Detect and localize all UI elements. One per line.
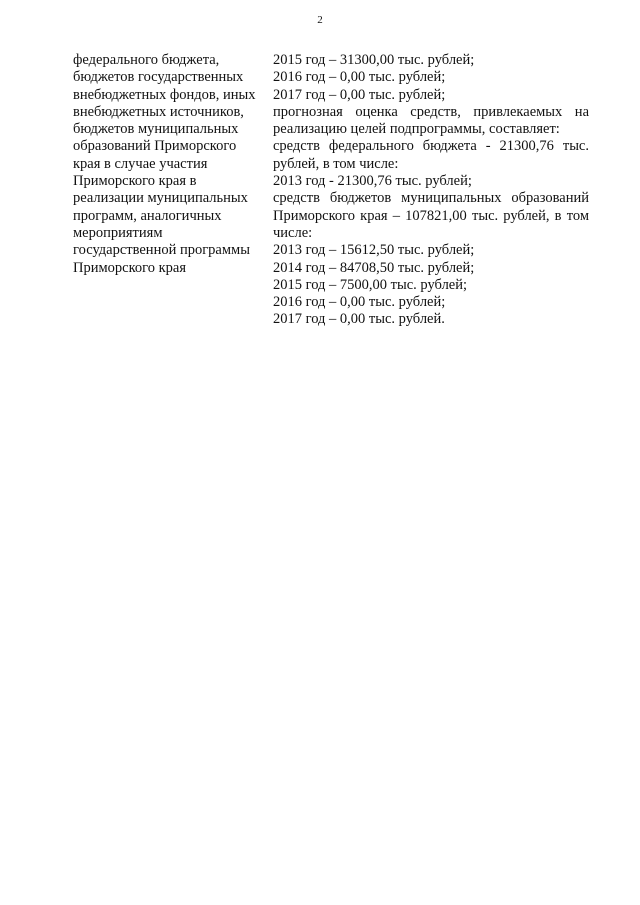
left-line: государственной программы — [73, 242, 250, 259]
right-column-funding-amounts — [273, 52, 589, 329]
left-line: бюджетов муниципальных — [73, 121, 239, 138]
year-2016-amount: 2016 год – 0,00 тыс. рублей; — [273, 69, 446, 86]
left-line: внебюджетных фондов, иных — [73, 86, 256, 103]
year-2015-amount: 2015 год – 31300,00 тыс. рублей; — [273, 52, 475, 68]
left-line: программ, аналогичных — [73, 207, 222, 224]
year-2017-amount: 2017 год – 0,00 тыс. рублей; — [273, 86, 446, 103]
left-line: края в случае участия — [73, 155, 208, 172]
year-2015-municipal-amount: 2015 год – 7500,00 тыс. рублей; — [273, 276, 468, 293]
left-line: реализации муниципальных — [73, 190, 248, 207]
year-2016-municipal-amount: 2016 год – 0,00 тыс. рублей; — [273, 294, 446, 311]
left-line: Приморского края — [73, 259, 187, 276]
left-line: Приморского края в — [73, 173, 197, 190]
federal-budget-paragraph: средств федерального бюджета - 21300,76 тыс. рублей, в том числе: — [273, 138, 589, 172]
year-2013-municipal-amount: 2013 год – 15612,50 тыс. рублей; — [273, 242, 475, 259]
left-line: внебюджетных источников, — [73, 103, 244, 120]
year-2017-municipal-amount: 2017 год – 0,00 тыс. рублей. — [273, 311, 445, 328]
left-column-funding-sources — [73, 52, 268, 277]
page-number: 2 — [317, 14, 323, 26]
left-line: мероприятиям — [73, 224, 163, 241]
year-2014-municipal-amount: 2014 год – 84708,50 тыс. рублей; — [273, 259, 475, 276]
left-line: образований Приморского — [73, 138, 237, 155]
forecast-paragraph: прогнозная оценка средств, привлекаемых на реализацию целей подпрограммы, составляет: — [273, 103, 589, 138]
municipal-budget-paragraph: средств бюджетов муниципальных образований Приморского края – 107821,00 тыс. рублей, в том числе: — [273, 190, 589, 241]
year-2013-federal-amount: 2013 год - 21300,76 тыс. рублей; — [273, 173, 472, 190]
left-line: федерального бюджета, — [73, 52, 220, 68]
left-line: бюджетов государственных — [73, 69, 244, 86]
